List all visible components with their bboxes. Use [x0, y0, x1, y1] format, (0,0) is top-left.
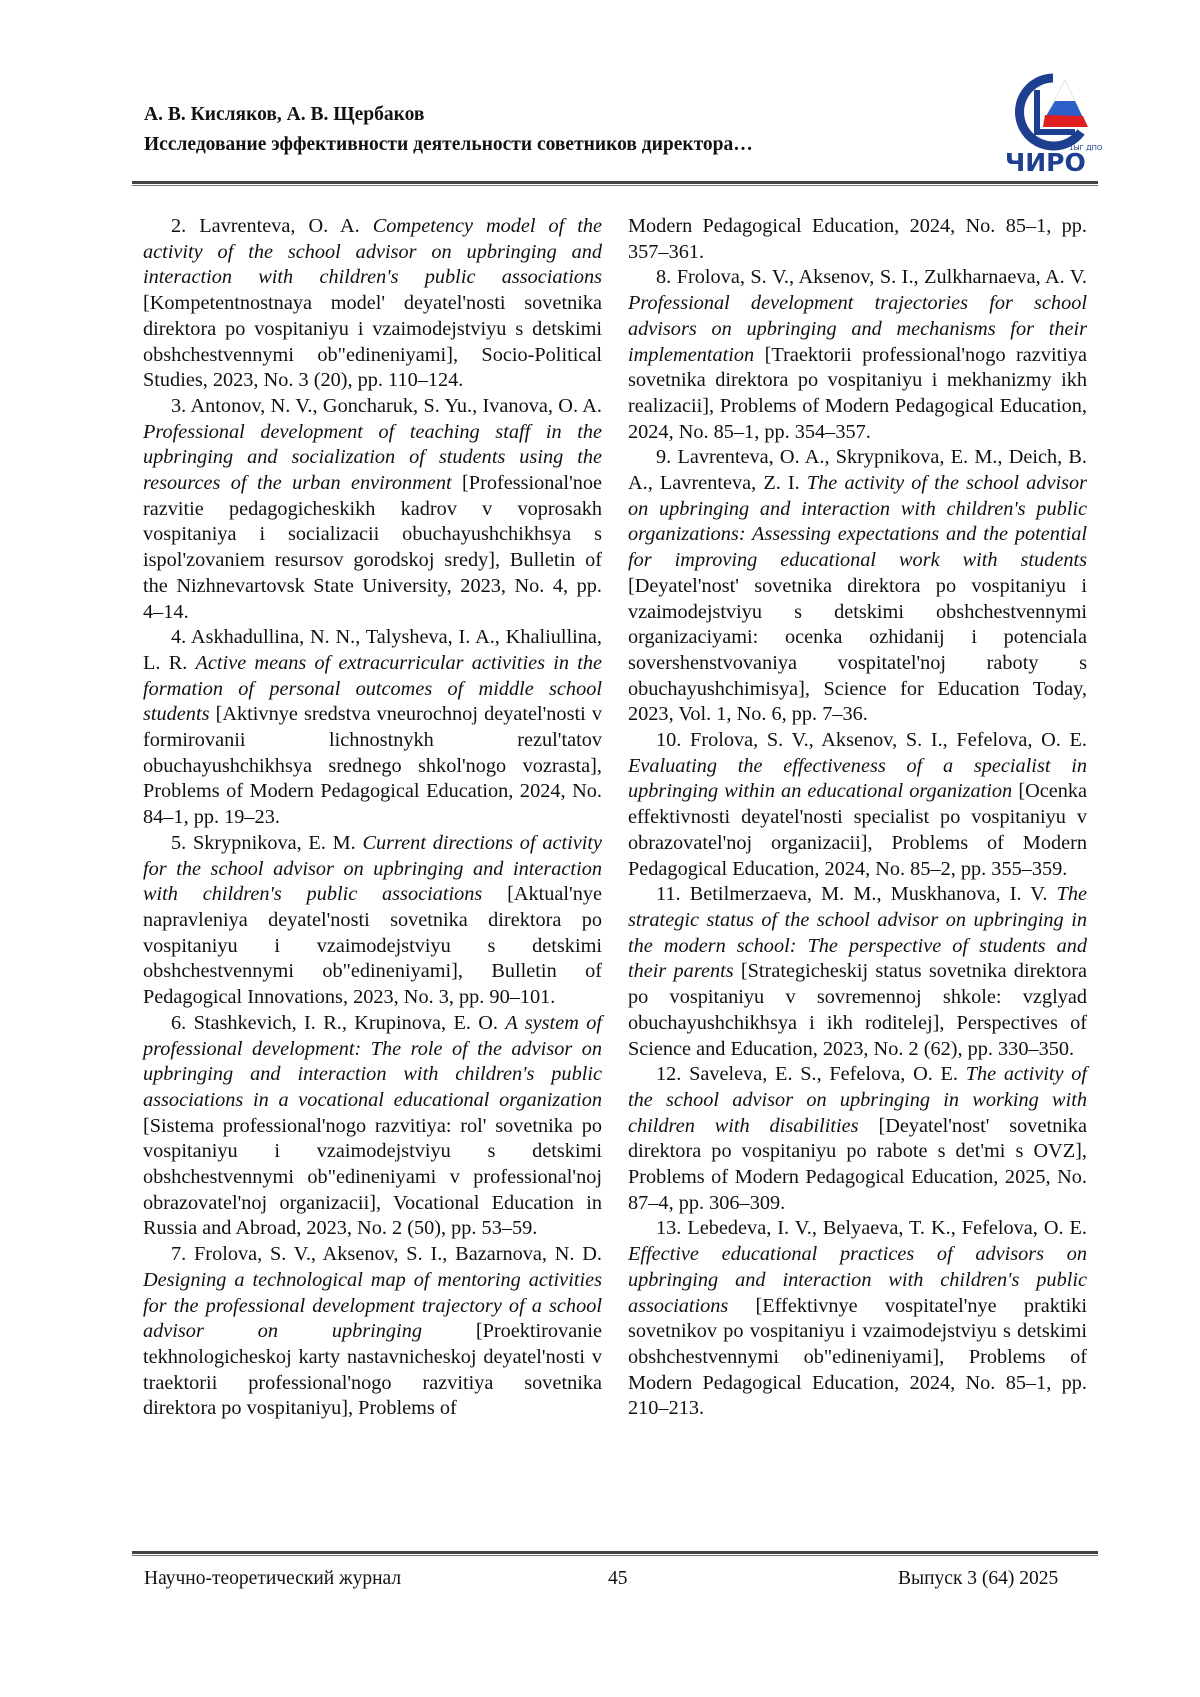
header-authors: А. В. Кисляков, А. В. Щербаков: [144, 100, 753, 130]
reference-item: 8. Frolova, S. V., Aksenov, S. I., Zulkharnaeva, A. V. Professional development trajectories for school advisors on upbringing and mechanisms for their implementation [Traektorii professional'nogo razvitiya sovetnika direktora po vospitaniyu i mekhanizmy ikh realizacii], Problems of Modern Pedagogical Education, 2024, No. 85–1, pp. 354–357.: [628, 265, 1087, 445]
chiro-logo: [1003, 70, 1103, 175]
reference-item: 11. Betilmerzaeva, M. M., Muskhanova, I. V. The strategic status of the school advisor on upbringing in the modern school: The perspective of students and their parents [Strategicheskij status sovetnika direktora po vospitaniyu v sovremennoj shkole: vzglyad obuchayushchikhsya i ikh roditelej], Perspectives of Science and Education, 2023, No. 2 (62), pp. 330–350.: [628, 882, 1087, 1062]
reference-item: 7. Frolova, S. V., Aksenov, S. I., Bazarnova, N. D. Designing a technological map of mentoring activities for the professional development trajectory of a school advisor on upbringing [Proektirovanie tekhnologicheskoj karty nastavnicheskoj deyatel'nosti v traektorii professional'nogo razvitiya sovetnika direktora po vospitaniyu], Problems of: [143, 1242, 602, 1422]
reference-item: 12. Saveleva, E. S., Fefelova, O. E. The activity of the school advisor on upbringing in working with children with disabilities [Deyatel'nost' sovetnika direktora po vospitaniyu po rabote s det'mi s OVZ], Problems of Modern Pedagogical Education, 2025, No. 87–4, pp. 306–309.: [628, 1062, 1087, 1216]
page-number: 45: [608, 1568, 628, 1590]
footer-journal: Научно-теоретический журнал: [144, 1568, 401, 1590]
reference-item: 4. Askhadullina, N. N., Talysheva, I. A., Khaliullina, L. R. Active means of extracurricular activities in the formation of personal outcomes of middle school students [Aktivnye sredstva vneurochnoj deyatel'nosti v formirovanii lichnostnykh rezul'tatov obuchayushchikhsya srednego shkol'nogo vozrasta], Problems of Modern Pedagogical Education, 2024, No. 84–1, pp. 19–23.: [143, 625, 602, 831]
reference-item: 13. Lebedeva, I. V., Belyaeva, T. K., Fefelova, O. E. Effective educational practices of advisors on upbringing and interaction with children's public associations [Effektivnye vospitatel'nye praktiki sovetnikov po vospitaniyu i vzaimodejstviyu s detskimi obshchestvennymi ob"edineniyami], Problems of Modern Pedagogical Education, 2024, No. 85–1, pp. 210–213.: [628, 1216, 1087, 1422]
reference-continuation: Modern Pedagogical Education, 2024, No. 85–1, pp. 357–361.: [628, 214, 1087, 265]
references-right-column: [628, 214, 1087, 1422]
references-left-column: [143, 214, 602, 1422]
reference-item: 10. Frolova, S. V., Aksenov, S. I., Fefelova, O. E. Evaluating the effectiveness of a specialist in upbringing within an educational organization [Ocenka effektivnosti deyatel'nosti specialist po vospitaniyu v obrazovatel'noj organizacii], Problems of Modern Pedagogical Education, 2024, No. 85–2, pp. 355–359.: [628, 728, 1087, 882]
reference-item: 2. Lavrenteva, O. A. Competency model of the activity of the school advisor on upbringing and interaction with children's public associations [Kompetentnostnaya model' deyatel'nosti sovetnika direktora po vospitaniyu i vzaimodejstviyu s detskimi obshchestvennymi ob"edineniyami], Socio-Political Studies, 2023, No. 3 (20), pp. 110–124.: [143, 214, 602, 394]
reference-item: 9. Lavrenteva, O. A., Skrypnikova, E. M., Deich, B. A., Lavrenteva, Z. I. The activity of the school advisor on upbringing and interaction with children's public organizations: Assessing expectations and the potential for improving educational work with students [Deyatel'nost' sovetnika direktora po vospitaniyu i vzaimodejstviyu s detskimi obshchestvennymi organizaciyami: ocenka ozhidanij i potenciala sovershenstvovaniya vospitatel'noj raboty s obuchayushchimisya], Science for Education Today, 2023, Vol. 1, No. 6, pp. 7–36.: [628, 445, 1087, 728]
reference-item: 5. Skrypnikova, E. M. Current directions of activity for the school advisor on upbringing and interaction with children's public associations [Aktual'nye napravleniya deyatel'nosti sovetnika direktora po vospitaniyu i vzaimodejstviyu s detskimi obshchestvennymi ob"edineniyami], Bulletin of Pedagogical Innovations, 2023, No. 3, pp. 90–101.: [143, 831, 602, 1011]
running-header: [144, 100, 753, 160]
reference-item: 3. Antonov, N. V., Goncharuk, S. Yu., Ivanova, O. A. Professional development of teaching staff in the upbringing and socialization of students using the resources of the urban environment [Professional'noe razvitie pedagogicheskikh kadrov v voprosakh vospitaniya i socializacii obuchayushchikhsya s ispol'zovaniem resursov gorodskoj sredy], Bulletin of the Nizhnevartovsk State University, 2023, No. 4, pp. 4–14.: [143, 394, 602, 625]
header-title: Исследование эффективности деятельности советников директора…: [144, 130, 753, 160]
svg-text:ЧИРО: ЧИРО: [1005, 148, 1086, 175]
reference-item: 6. Stashkevich, I. R., Krupinova, E. O. A system of professional development: The role of the advisor on upbringing and interaction with children's public associations in a vocational educational organization [Sistema professional'nogo razvitiya: rol' sovetnika po vospitaniyu i vzaimodejstviyu s detskimi obshchestvennymi ob"edineniyami v professional'noj obrazovatel'noj organizacii], Vocational Education in Russia and Abroad, 2023, No. 2 (50), pp. 53–59.: [143, 1011, 602, 1242]
svg-text:1ЫГ ДПО: 1ЫГ ДПО: [1069, 144, 1103, 152]
header-rule: [132, 181, 1098, 186]
footer-issue: Выпуск 3 (64) 2025: [898, 1568, 1058, 1590]
footer-rule: [132, 1551, 1098, 1556]
